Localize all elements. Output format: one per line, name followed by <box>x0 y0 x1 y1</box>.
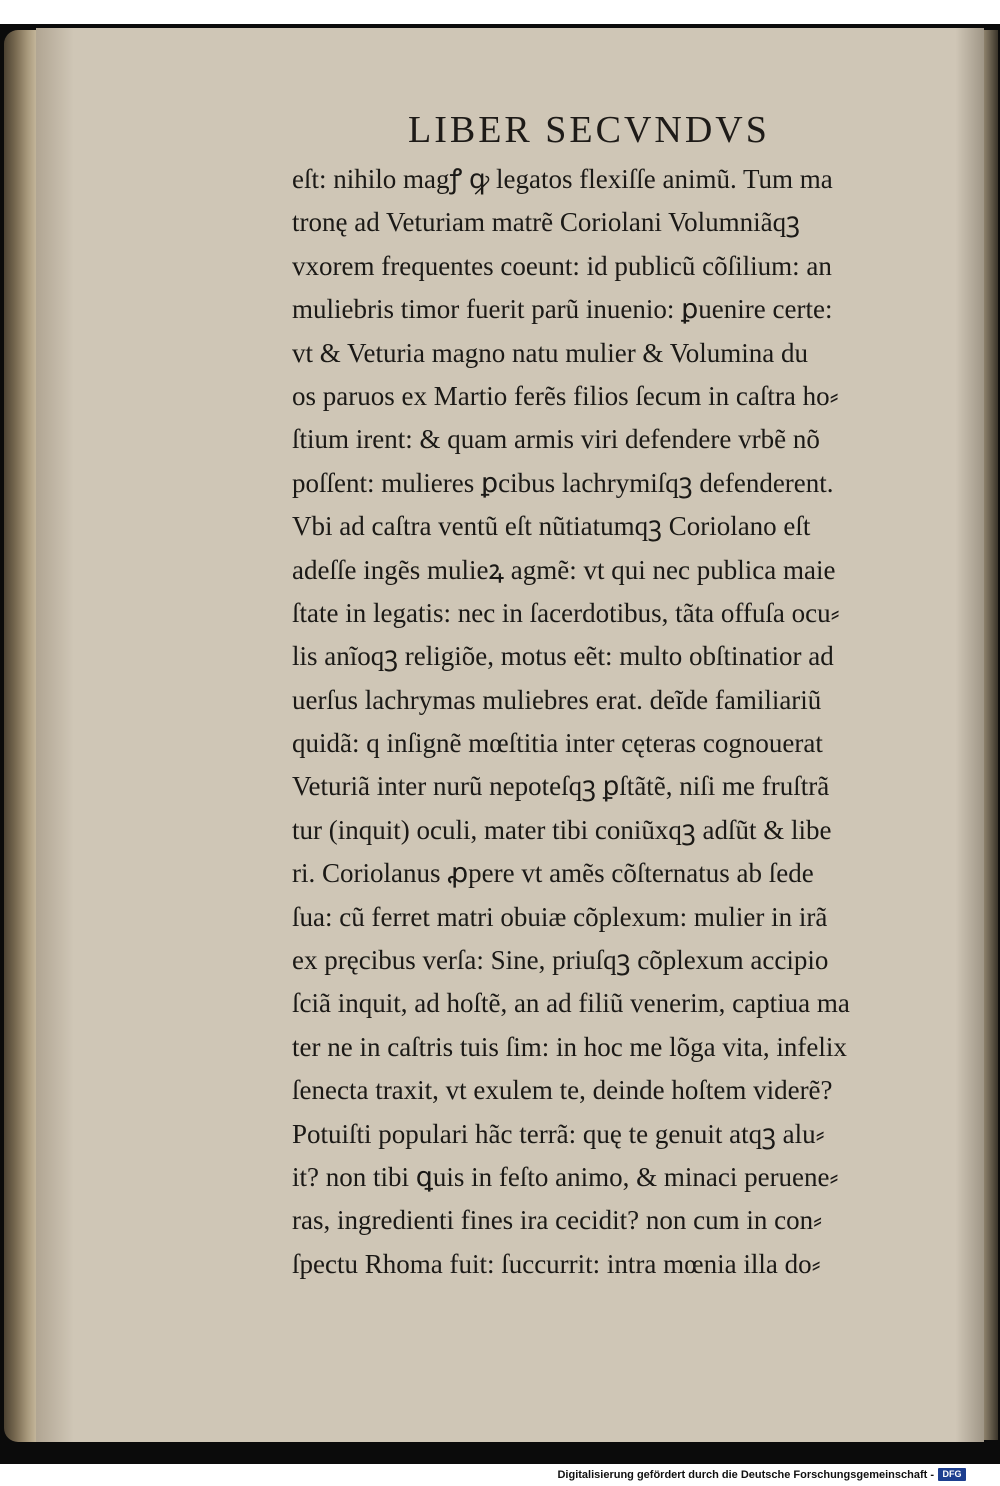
text-line: eſt: nihilo magꝭ ꝙ legatos flexiſſe animũ. Tum ma <box>292 164 833 194</box>
dfg-logo <box>938 1468 966 1481</box>
text-line: tronę ad Veturiam matrẽ Coriolani Volumniãqꝫ <box>292 207 800 238</box>
text-line: tur (inquit) oculi, mater tibi coniũxqꝫ adſũt & libe <box>292 814 832 845</box>
text-line: poſſent: mulieres ꝑcibus lachrymiſqꝫ defenderent. <box>292 467 834 498</box>
text-line: Potuiſti populari hãc terrã: quę te genuit atqꝫ alu⸗ <box>292 1118 825 1149</box>
text-line: ſtium irent: & quam armis viri defendere vrbẽ nõ <box>292 424 820 455</box>
text-line: ſua: cũ ferret matri obuiæ cõplexum: mulier in irã <box>292 901 828 932</box>
text-line: ſciã inquit, ad hoſtẽ, an ad filiũ venerim, captiua ma <box>292 988 850 1019</box>
text-line: vt & Veturia magno natu mulier & Volumina du <box>292 337 808 368</box>
footer-credit <box>557 1468 966 1481</box>
text-line: ſenecta traxit, vt exulem te, deinde hoſtem viderẽ? <box>292 1075 833 1106</box>
text-line: ſtate in legatis: nec in ſacerdotibus, tãta offuſa ocu⸗ <box>292 597 840 628</box>
text-line: ri. Coriolanus ꝓpere vt amẽs cõſternatus ab ſede <box>292 858 814 889</box>
text-line: ras, ingredienti fines ira cecidit? non cum in con⸗ <box>292 1205 823 1236</box>
text-line: Veturiã inter nurũ nepoteſqꝫ ꝑſtãtẽ, niſi me fruſtrã <box>292 771 830 802</box>
dfg-logo-text: DFG <box>942 1469 962 1479</box>
text-line: quidã: q inſignẽ mœſtitia inter cęteras cognouerat <box>292 728 823 759</box>
text-line: uerſus lachrymas muliebres erat. deĩde familiariũ <box>292 684 822 715</box>
text-line: it? non tibi ꝗuis in feſto animo, & minaci peruene⸗ <box>292 1161 839 1192</box>
text-line: ex pręcibus verſa: Sine, priuſqꝫ cõplexum accipio <box>292 945 829 976</box>
text-line: Vbi ad caſtra ventũ eſt nũtiatumqꝫ Coriolano eſt <box>292 511 811 542</box>
text-line: os paruos ex Martio ferẽs filios ſecum in caſtra ho⸗ <box>292 380 839 411</box>
text-block <box>292 158 922 1286</box>
running-head: LIBER SECVNDVS <box>408 109 770 151</box>
text-line: vxorem frequentes coeunt: id publicũ cõſilium: an <box>292 250 832 281</box>
text-line: muliebris timor fuerit parũ inuenio: ꝑuenire certe: <box>292 294 833 325</box>
text-line: lis anĩoqꝫ religiõe, motus eẽt: multo obſtinatior ad <box>292 641 834 672</box>
page-right-edge <box>984 30 998 1440</box>
book-spine-edge <box>4 30 38 1442</box>
text-line: adeſſe ingẽs mulieꝝ agmẽ: vt qui nec publica maie <box>292 554 836 585</box>
footer-credit-text: Digitalisierung gefördert durch die Deutsche Forschungsgemeinschaft - <box>557 1468 934 1481</box>
text-line: ter ne in caſtris tuis ſim: in hoc me lõga vita, infelix <box>292 1031 847 1062</box>
text-line: ſpectu Rhoma fuit: ſuccurrit: intra mœnia illa do⸗ <box>292 1248 821 1279</box>
